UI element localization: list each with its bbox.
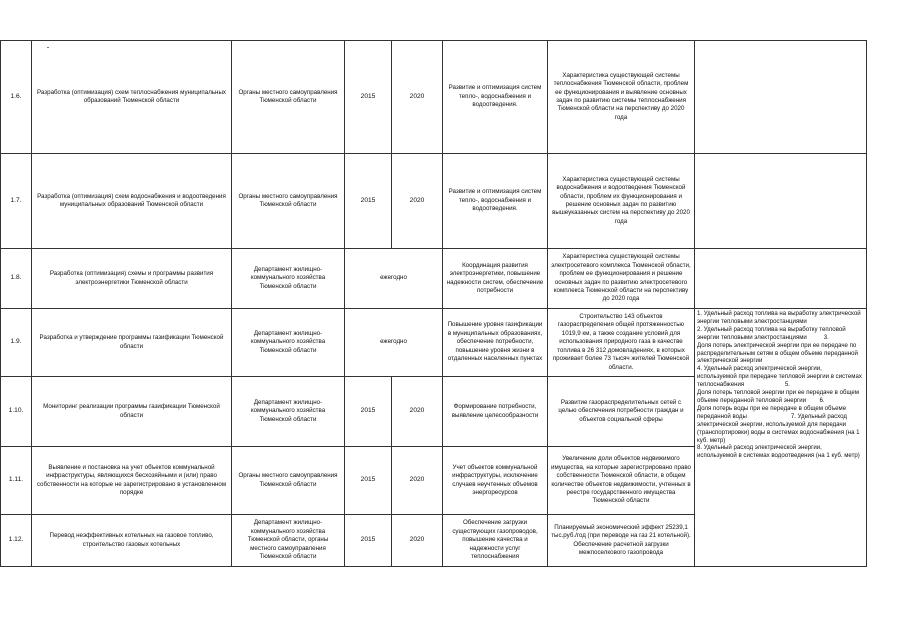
measure-goal: Повышение уровня газификации в муниципальных образованиях, обеспечение потребности, повышение уровня жизни в отдаленных населенных пунктах	[443, 309, 548, 377]
target-indicators-cell	[695, 309, 867, 567]
start-year: 2015	[345, 377, 392, 447]
measure-name: Разработка (оптимизация) схем водоснабжения и водоотведения муниципальных образований Тюменской области	[32, 154, 232, 249]
measure-name: Разработка (оптимизация) схем теплоснабжения муниципальных образований Тюменской области	[32, 41, 232, 154]
responsible-executor: Департамент жилищно-коммунального хозяйства Тюменской области	[232, 309, 345, 377]
measure-name: Перевод неэффективных котельных на газовое топливо, строительство газовых котельных	[32, 515, 232, 567]
end-year: 2020	[392, 154, 443, 249]
end-year: 2020	[392, 41, 443, 154]
end-year: 2020	[392, 447, 443, 515]
expected-result: Строительство 143 объектов газораспределения общей протяженностью 1019,9 км, а также создание условий для использования природного газа в качестве топлива в 26 312 домовладениях, в которых проживает более 73 тысяч жителей Тюменской области.	[548, 309, 695, 377]
measure-goal: Развитие и оптимизация систем тепло-, водоснабжения и водоотведения.	[443, 154, 548, 249]
measure-goal: Учет объектов коммунальной инфраструктуры, исключение случаев неучтенных объемов энергоресурсов	[443, 447, 548, 515]
indicator-line: 1. Удельный расход топлива на выработку электрической энергии тепловыми электростанциями	[697, 310, 863, 325]
indicator-empty-cell	[695, 41, 867, 154]
table-row	[1, 309, 867, 377]
measure-name: Разработка и утверждение программы газификации Тюменской области	[32, 309, 232, 377]
start-year: 2015	[345, 154, 392, 249]
row-number: 1.12.	[1, 515, 32, 567]
end-year: 2020	[392, 377, 443, 447]
measure-goal: Формирование потребности, выявление целесообразности	[443, 377, 548, 447]
row-number: 1.6.	[1, 41, 32, 154]
measure-goal: Развитие и оптимизация систем тепло-, водоснабжения и водоотведения.	[443, 41, 548, 154]
period-merged: ежегодно	[345, 249, 443, 309]
expected-result: Планируемый экономический эффект 25239,1 тыс.руб./год (при переводе на газ 21 котельной). Обеспечение расчетной загрузки межпоселкового газопровода	[548, 515, 695, 567]
expected-result: Характеристика существующей системы водоснабжения и водоотведения Тюменской области, проблем их функционирования и решение основных задач по развитию вышеуказанных систем на перспективу до 2020 года	[548, 154, 695, 249]
responsible-executor: Органы местного самоуправления Тюменской области	[232, 447, 345, 515]
responsible-executor: Органы местного самоуправления Тюменской области	[232, 41, 345, 154]
start-year: 2015	[345, 41, 392, 154]
indicator-line: Доля потерь электрической энергии при ее передаче по распределительным сетям в общем объеме переданной электрической энергии	[697, 341, 860, 365]
responsible-executor: Департамент жилищно-коммунального хозяйства Тюменской области	[232, 377, 345, 447]
row-number: 1.10.	[1, 377, 32, 447]
row-number: 1.7.	[1, 154, 32, 249]
indicator-line: 2. Удельный расход топлива на выработку тепловой энергии тепловыми электростанциями 3.	[697, 325, 848, 341]
responsible-executor: Органы местного самоуправления Тюменской области	[232, 154, 345, 249]
table-row	[1, 154, 867, 249]
measures-table	[0, 40, 867, 567]
expected-result: Увеличение доли объектов недвижимого имущества, на которые зарегистрировано право собственности Тюменской области, в общем количестве объектов недвижимости, учтенных в реестре государственного имущества Тюменской области	[548, 447, 695, 515]
indicator-empty-cell	[695, 249, 867, 309]
end-year: 2020	[392, 515, 443, 567]
table-row	[1, 41, 867, 154]
row-number: 1.11.	[1, 447, 32, 515]
indicator-line: 8. Удельный расход электрической энергии, используемой в системах водоотведения (на 1 куб. метр)	[697, 444, 860, 460]
measure-goal: Обеспечение загрузки существующих газопроводов, повышение качества и надежности услуг теплоснабжения	[443, 515, 548, 567]
measure-name: Разработка (оптимизация) схемы и программы развития электроэнергетики Тюменской области	[32, 249, 232, 309]
indicator-line: Доля потерь воды при ее передаче в общем объеме переданной воды 7. Удельный расход электрической энергии, используемой для передачи (транспортировки) воды в системах водоснабжения (на 1 куб. метр)	[697, 404, 862, 444]
measure-name: Мониторинг реализации программы газификации Тюменской области	[32, 377, 232, 447]
measure-name: Выявление и постановка на учет объектов коммунальной инфраструктуры, являющихся бесхозяйными и (или) право собственности на которые не зарегистрировано в установленном порядке	[32, 447, 232, 515]
start-year: 2015	[345, 515, 392, 567]
expected-result: Развитие газораспределительных сетей с целью обеспечения потребности граждан и объектов социальной сферы	[548, 377, 695, 447]
indicator-line: 4. Удельный расход электрической энергии, используемой при передаче тепловой энергии в системах теплоснабжения 5.	[697, 365, 864, 389]
row-number: 1.8.	[1, 249, 32, 309]
indicator-empty-cell	[695, 154, 867, 249]
expected-result: Характеристика существующей системы теплоснабжения Тюменской области, проблем ее функционирования и выявление основных задач по развитию системы теплоснабжения Тюменской области на перспективу до 2020 года	[548, 41, 695, 154]
table-row	[1, 249, 867, 309]
measure-goal: Координация развития электроэнергетики, повышение надежности систем, обеспечение потребности	[443, 249, 548, 309]
expected-result: Характеристика существующей системы электросетевого комплекса Тюменской области, проблем ее функционирования и решение основных задач по развитию электросетевого комплекса Тюменской области на перспективу до 2020 года	[548, 249, 695, 309]
row-number: 1.9.	[1, 309, 32, 377]
indicator-line: Доля потерь тепловой энергии при ее передаче в общем объеме переданной тепловой энергии 6.	[697, 389, 861, 404]
period-merged: ежегодно	[345, 309, 443, 377]
responsible-executor: Департамент жилищно-коммунального хозяйства Тюменской области, органы местного самоуправления Тюменской области	[232, 515, 345, 567]
start-year: 2015	[345, 447, 392, 515]
responsible-executor: Департамент жилищно-коммунального хозяйства Тюменской области	[232, 249, 345, 309]
